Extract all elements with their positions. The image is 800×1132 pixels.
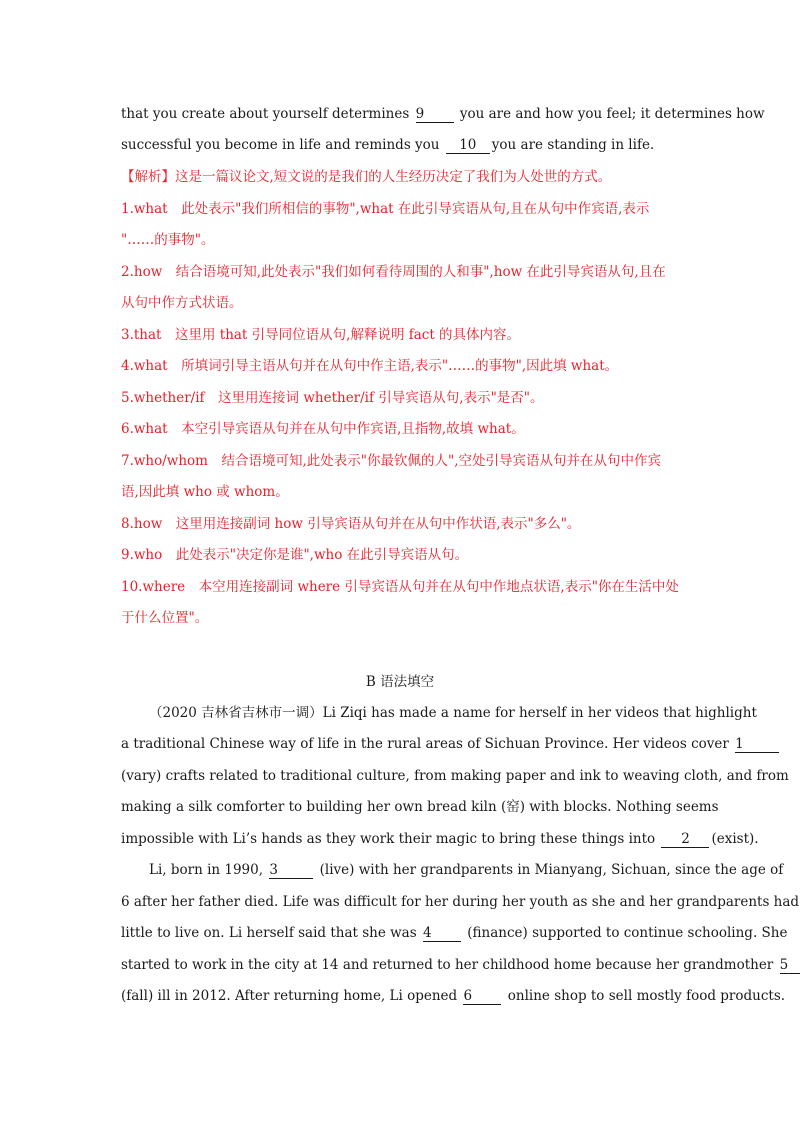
- answer-blank: 9: [416, 107, 454, 123]
- passage-line: [121, 797, 719, 817]
- text: (fall) ill in 2012. After returning home, Li opened: [121, 988, 458, 1004]
- text: （2020 吉林省吉林市一调）Li Ziqi has made a name for herself in her videos that highlight: [149, 705, 757, 721]
- text: impossible with Li’s hands as they work their magic to bring these things into: [121, 831, 656, 847]
- passage-line: [121, 766, 789, 786]
- passage-line: [121, 135, 681, 155]
- analysis-line: 2.how 结合语境可知,此处表示"我们如何看待周围的人和事",how 在此引导宾语从句,且在: [121, 264, 666, 280]
- passage-line: [121, 860, 784, 880]
- analysis-line: 4.what 所填词引导主语从句并在从句中作主语,表示"……的事物",因此填 what。: [121, 358, 619, 374]
- analysis-line: 于什么位置"。: [121, 610, 209, 626]
- analysis-intro: 【解析】这是一篇议论文,短文说的是我们的人生经历决定了我们为人处世的方式。: [121, 169, 612, 185]
- analysis-line: 6.what 本空引导宾语从句并在从句中作宾语,且指物,故填 what。: [121, 421, 525, 437]
- text: successful you become in life and reminds you: [121, 137, 440, 153]
- passage-line: [121, 892, 800, 912]
- answer-blank: 6: [463, 989, 501, 1005]
- text: you are and how you feel; it determines how: [459, 106, 765, 122]
- passage-line: [121, 829, 759, 849]
- text: (exist).: [711, 831, 759, 847]
- section-title: B 语法填空: [365, 674, 435, 690]
- passage-line: [121, 734, 744, 754]
- text: you are standing in life.: [491, 137, 655, 153]
- text: making a silk comforter to building her own bread kiln (窑) with blocks. Nothing seems: [121, 799, 719, 815]
- passage-line: [121, 923, 788, 943]
- answer-blank: 3: [269, 863, 313, 879]
- text: a traditional Chinese way of life in the rural areas of Sichuan Province. Her videos cover: [121, 736, 729, 752]
- text: 6 after her father died. Life was difficult for her during her youth as she and her grandparents had: [121, 894, 800, 910]
- text: that you create about yourself determines: [121, 106, 410, 122]
- analysis-line: 语,因此填 who 或 whom。: [121, 484, 289, 500]
- text: little to live on. Li herself said that she was: [121, 925, 417, 941]
- analysis-line: 8.how 这里用连接副词 how 引导宾语从句并在从句中作状语,表示"多么"。: [121, 516, 581, 532]
- text: online shop to sell mostly food products.: [507, 988, 786, 1004]
- analysis-line: 1.what 此处表示"我们所相信的事物",what 在此引导宾语从句,且在从句中作宾语,表示: [121, 201, 650, 217]
- text: Li, born in 1990,: [149, 862, 264, 878]
- answer-blank: 5: [780, 958, 800, 974]
- analysis-line: 7.who/whom 结合语境可知,此处表示"你最钦佩的人",空处引导宾语从句并在从句中作宾: [121, 453, 661, 469]
- passage-line: [121, 104, 765, 124]
- answer-blank: 2: [661, 832, 709, 848]
- text: started to work in the city at 14 and returned to her childhood home because her grandmother: [121, 957, 774, 973]
- text: (vary) crafts related to traditional culture, from making paper and ink to weaving cloth, and from: [121, 768, 789, 784]
- analysis-line: 从句中作方式状语。: [121, 295, 243, 311]
- passage-line: [121, 986, 786, 1006]
- answer-blank: 1: [735, 737, 779, 753]
- analysis-line: 5.whether/if 这里用连接词 whether/if 引导宾语从句,表示"是否"。: [121, 390, 544, 406]
- analysis-line: "……的事物"。: [121, 232, 215, 248]
- passage-line: [121, 703, 757, 723]
- analysis-line: 9.who 此处表示"决定你是谁",who 在此引导宾语从句。: [121, 547, 469, 563]
- answer-blank: 10: [446, 138, 490, 154]
- analysis-line: 10.where 本空用连接副词 where 引导宾语从句并在从句中作地点状语,表示"你在生活中处: [121, 579, 679, 595]
- text: (finance) supported to continue schooling. She: [467, 925, 788, 941]
- passage-line: [121, 955, 789, 975]
- answer-blank: 4: [423, 926, 461, 942]
- analysis-line: 3.that 这里用 that 引导同位语从句,解释说明 fact 的具体内容。: [121, 327, 521, 343]
- text: (live) with her grandparents in Mianyang, Sichuan, since the age of: [319, 862, 784, 878]
